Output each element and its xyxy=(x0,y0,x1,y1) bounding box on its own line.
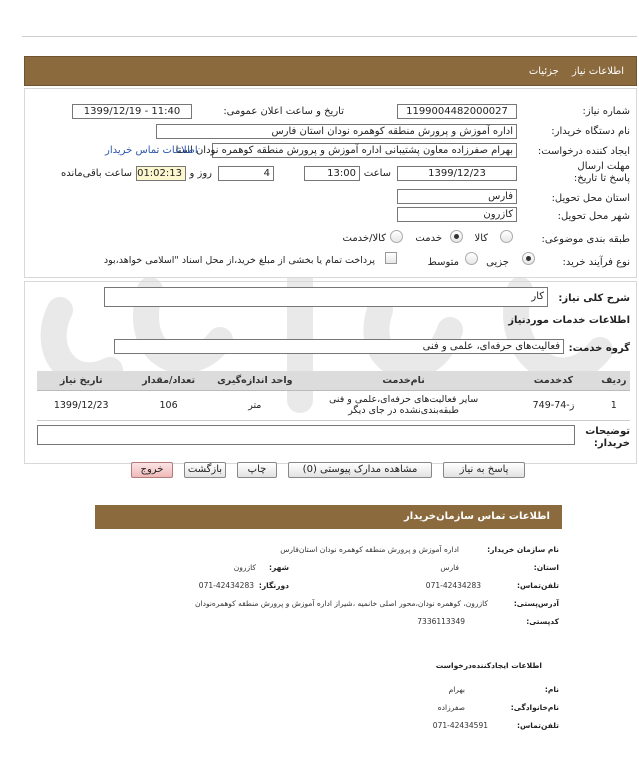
summary-label: شرح کلی نیاز: xyxy=(558,293,630,304)
services-title: اطلاعات خدمات مورد‌نیاز xyxy=(508,315,630,326)
contact-fax-label: دورنگار: xyxy=(258,581,289,590)
cell-row: 1 xyxy=(598,390,630,420)
buyer-notes-field xyxy=(37,425,575,445)
summary-field: کار xyxy=(104,287,548,307)
payment-note: پرداخت تمام یا بخشی از مبلغ خرید،از محل اسناد "اسلامی خواهد،بود xyxy=(103,255,375,266)
buyer-notes-label: توضیحات خریدار: xyxy=(585,426,630,449)
tab-details[interactable]: جزئیات xyxy=(528,66,559,77)
org-name-value: اداره آموزش و پرورش منطقه کوهمره نودان استان‌فارس xyxy=(280,545,459,554)
top-divider xyxy=(22,36,637,37)
tab-need-info[interactable]: اطلاعات نیاز xyxy=(572,66,624,77)
deadline-time-field: 13:00 xyxy=(304,166,360,181)
days-label: روز و xyxy=(189,168,212,179)
category-option-goods: کالا xyxy=(474,233,488,244)
requester-label: ایجاد کننده درخواست: xyxy=(537,146,630,157)
service-group-label: گروه خدمت: xyxy=(568,343,630,354)
need-number-label: شماره نیاز: xyxy=(582,106,630,117)
cell-name: سایر فعالیت‌های حرفه‌ای،علمی و فنی طبقه‌بندی‌نشده در جای دیگر xyxy=(298,390,509,420)
reply-button[interactable]: پاسخ به نیاز xyxy=(443,462,525,478)
deadline-label: مهلت ارسال پاسخ تا تاریخ: xyxy=(573,161,630,184)
back-button[interactable]: بازگشت xyxy=(184,462,226,478)
cell-code: ز-74-749 xyxy=(509,390,597,420)
creator-phone-label: تلفن‌تماس: xyxy=(516,721,559,730)
table-row xyxy=(37,390,630,420)
payment-checkbox[interactable] xyxy=(385,252,397,264)
cell-unit: متر xyxy=(212,390,298,420)
col-name: نام‌خدمت xyxy=(298,371,509,390)
header-bar xyxy=(24,56,637,86)
creator-first-name-value: بهرام xyxy=(448,685,465,694)
announce-date-field: 1399/12/19 - 11:40 xyxy=(72,104,192,119)
remaining-time-label: ساعت باقی‌مانده xyxy=(60,168,132,179)
contact-phone-value: 071-42434283 xyxy=(425,581,481,590)
process-option-medium: متوسط xyxy=(427,257,459,268)
contact-province-value: فارس xyxy=(440,563,459,572)
contact-header-bar xyxy=(95,505,562,529)
exit-button[interactable]: خروج xyxy=(131,462,173,478)
process-radio-medium[interactable] xyxy=(465,252,478,265)
col-row: ردیف xyxy=(598,371,630,390)
contact-address-label: آدرس‌پستی: xyxy=(513,599,559,608)
creator-last-name-label: نام‌خانوادگی: xyxy=(510,703,559,712)
print-button[interactable]: چاپ xyxy=(237,462,277,478)
province-label: استان محل تحویل: xyxy=(551,193,630,204)
contact-city-label: شهر: xyxy=(269,563,289,572)
buyer-contact-link[interactable]: اطلاعات تماس خریدار xyxy=(105,145,198,156)
col-unit: واحد اندازه‌گیری xyxy=(212,371,298,390)
buyer-org-field: اداره آموزش و پرورش منطقه کوهمره نودان استان فارس xyxy=(156,124,517,139)
province-field: فارس xyxy=(397,189,517,204)
org-name-label: نام سازمان خریدار: xyxy=(487,545,559,554)
category-radio-goods-service[interactable] xyxy=(390,230,403,243)
services-table xyxy=(37,371,630,421)
city-label: شهر محل تحویل: xyxy=(557,211,630,222)
city-field: کازرون xyxy=(397,207,517,222)
announce-date-label: تاریخ و ساعت اعلان عمومی: xyxy=(223,106,344,117)
cell-qty: 106 xyxy=(125,390,211,420)
contact-title: اطلاعات تماس سازمان‌خریدار xyxy=(403,511,550,522)
category-label: طبقه بندی موضوعی: xyxy=(541,234,630,245)
contact-postal-label: کدپستی: xyxy=(526,617,559,626)
process-label: نوع فرآیند خرید: xyxy=(562,257,630,268)
contact-phone-label: تلفن‌تماس: xyxy=(516,581,559,590)
category-radio-service[interactable] xyxy=(450,230,463,243)
category-option-goods-service: کالا/خدمت xyxy=(342,233,386,244)
table-header-row xyxy=(37,371,630,390)
remaining-time-field: 01:02:13 xyxy=(136,166,186,181)
process-option-minor: جزیی xyxy=(486,257,509,268)
category-radio-goods[interactable] xyxy=(500,230,513,243)
creator-last-name-value: صفرزاده xyxy=(437,703,465,712)
requester-field: بهرام صفرزاده معاون پشتیبانی اداره آموزش و پرورش منطقه کوهمره نودان استا xyxy=(212,143,517,158)
contact-city-value: کازرون xyxy=(233,563,256,572)
contact-province-label: استان: xyxy=(533,563,559,572)
contact-address-value: کازرون، کوهمره نودان،محور اصلی خانمیه ،شیراز اداره آموزش و پرورش منطقه کوهمره‌نودان xyxy=(195,599,488,608)
contact-fax-value: 071-42434283 xyxy=(198,581,254,590)
category-option-service: خدمت xyxy=(415,233,442,244)
service-group-field: فعالیت‌های حرفه‌ای، علمی و فنی xyxy=(114,339,564,354)
buyer-org-label: نام دستگاه خریدار: xyxy=(551,126,630,137)
creator-title: اطلاعات ایجادکننده‌درخواست xyxy=(435,661,542,670)
col-qty: تعداد/مقدار xyxy=(125,371,211,390)
col-date: تاریخ نیاز xyxy=(37,371,125,390)
creator-phone-value: 071-42434591 xyxy=(432,721,488,730)
col-code: کدخدمت xyxy=(509,371,597,390)
contact-postal-value: 7336113349 xyxy=(417,617,465,626)
days-field: 4 xyxy=(218,166,274,181)
deadline-date-field: 1399/12/23 xyxy=(397,166,517,181)
process-radio-minor[interactable] xyxy=(522,252,535,265)
creator-first-name-label: نام: xyxy=(544,685,559,694)
cell-date: 1399/12/23 xyxy=(37,390,125,420)
need-number-field: 1199004482000027 xyxy=(397,104,517,119)
attachments-button[interactable]: مشاهده مدارک پیوستی (0) xyxy=(288,462,432,478)
deadline-time-label: ساعت xyxy=(363,168,391,179)
